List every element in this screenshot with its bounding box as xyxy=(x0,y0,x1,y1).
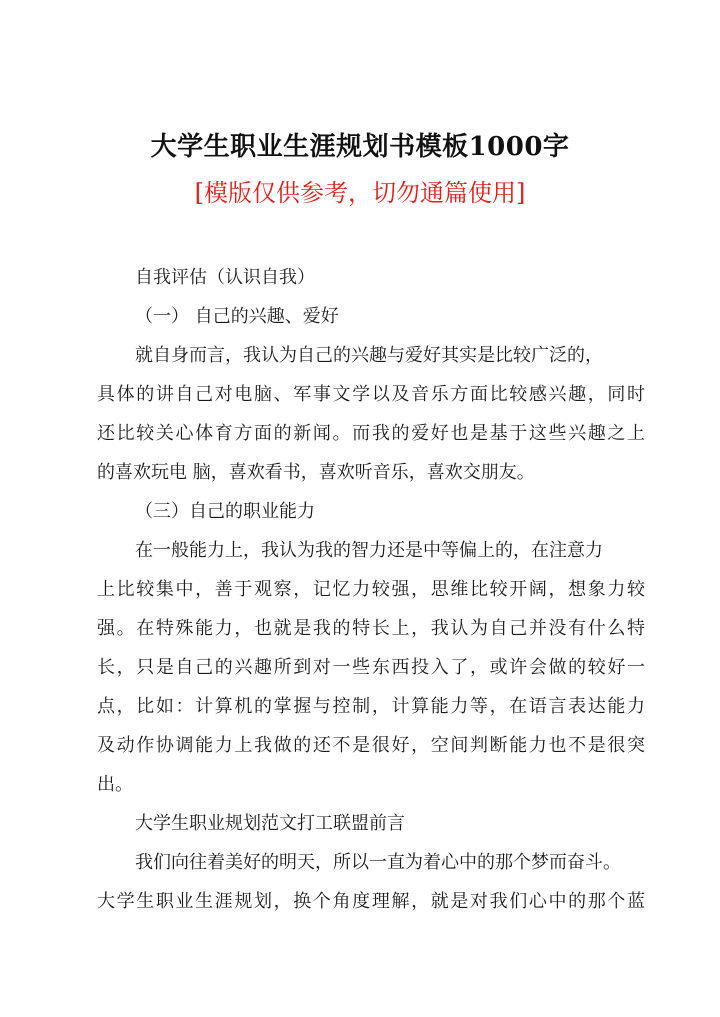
document-body xyxy=(97,258,645,921)
disclaimer-note: [模版仅供参考，切勿通篇使用] xyxy=(194,179,526,207)
paragraph-line: 长，只是自己的兴趣所到对一些东西投入了，或许会做的较好一 xyxy=(97,657,645,678)
section-heading: 大学生职业规划范文打工联盟前言 xyxy=(135,813,405,834)
paragraph-line: 我们向往着美好的明天，所以一直为着心中的那个梦而奋斗。 xyxy=(135,852,621,873)
paragraph-line: 及动作协调能力上我做的还不是很好，空间判断能力也不是很突 xyxy=(97,735,645,756)
section-heading: 自我评估（认识自我） xyxy=(135,267,315,288)
subsection-heading: （三）自己的职业能力 xyxy=(135,501,315,522)
subsection-heading: （一） 自己的兴趣、爱好 xyxy=(135,306,339,327)
paragraph-line: 的喜欢玩电 脑，喜欢看书，喜欢听音乐，喜欢交朋友。 xyxy=(97,462,535,483)
paragraph-line: 具体的讲自己对电脑、军事文学以及音乐方面比较感兴趣，同时 xyxy=(97,384,645,405)
document-title: 大学生职业生涯规划书模板1000字 xyxy=(150,132,570,162)
paragraph-line: 出。 xyxy=(97,774,133,795)
paragraph-line: 大学生职业生涯规划，换个角度理解，就是对我们心中的那个蓝 xyxy=(97,891,645,912)
paragraph-line: 在一般能力上，我认为我的智力还是中等偏上的，在注意力 xyxy=(135,540,603,561)
paragraph-line: 还比较关心体育方面的新闻。而我的爱好也是基于这些兴趣之上 xyxy=(97,423,645,444)
paragraph-line: 强。在特殊能力，也就是我的特长上，我认为自己并没有什么特 xyxy=(97,618,645,639)
paragraph-line: 点，比如：计算机的掌握与控制，计算能力等，在语言表达能力 xyxy=(97,696,645,717)
paragraph-line: 就自身而言，我认为自己的兴趣与爱好其实是比较广泛的， xyxy=(135,345,603,366)
paragraph-line: 上比较集中，善于观察，记忆力较强，思维比较开阔，想象力较 xyxy=(97,579,645,600)
